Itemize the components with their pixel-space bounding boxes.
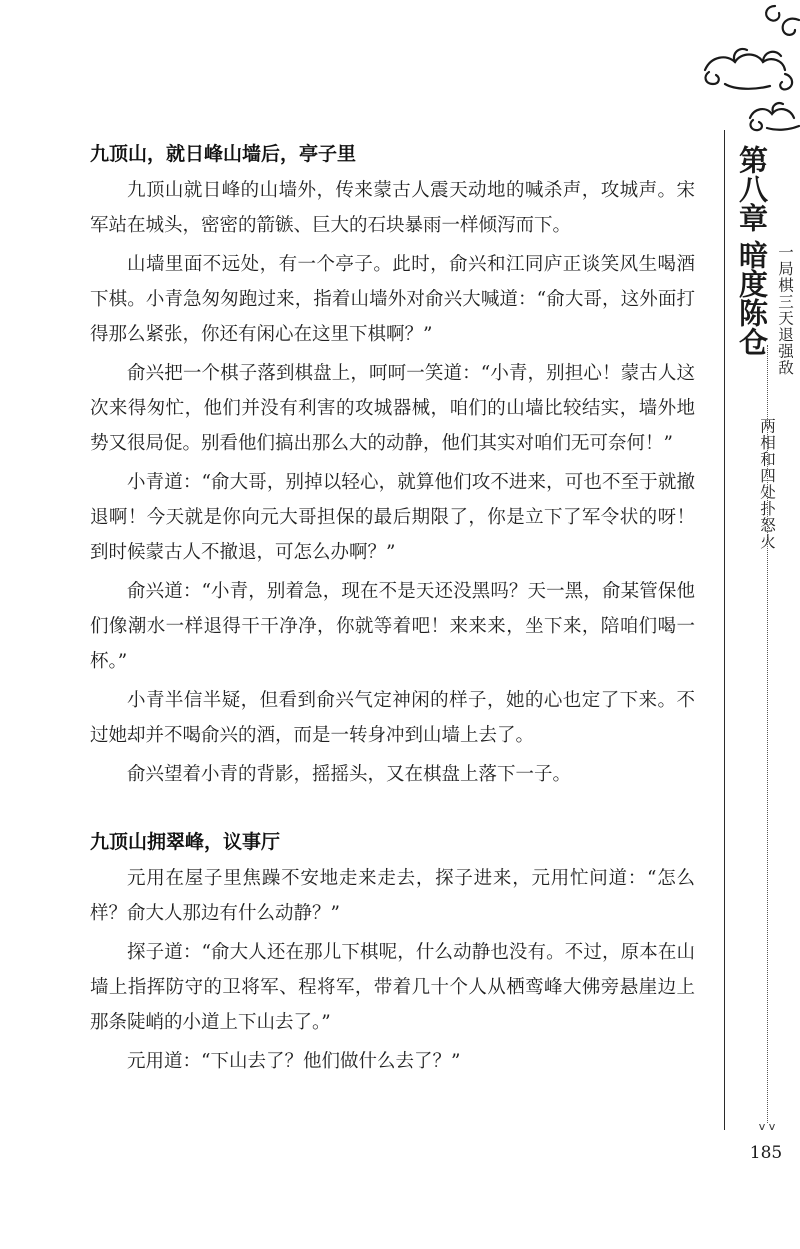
dotted-rule (767, 345, 768, 1123)
paragraph: 元用在屋子里焦躁不安地走来走去，探子进来，元用忙问道：“怎么样？俞大人那边有什么动静？” (90, 868, 695, 924)
chevron-down-icon: v v (758, 1120, 776, 1133)
chapter-title: 暗度陈仓 (735, 240, 769, 356)
page-number: 185 (749, 1143, 783, 1163)
section-heading: 九顶山，就日峰山墙后，亭子里 (90, 143, 357, 165)
chapter-number: 第八章 (735, 145, 769, 232)
paragraph: 俞兴把一个棋子落到棋盘上，呵呵一笑道：“小青，别担心！蒙古人这次来得匆忙，他们并没有利害的攻城器械，咱们的山墙比较结实，墙外地势又很局促。别看他们搞出那么大的动静，他们其实对咱们无可奈何！” (90, 363, 695, 454)
chapter-subtitle-line-2: 两相和四处扑怒火 (758, 418, 776, 550)
chapter-subtitle-line-1: 一局棋三天退强敌 (776, 244, 794, 376)
paragraph: 探子道：“俞大人还在那儿下棋呢，什么动静也没有。不过，原本在山墙上指挥防守的卫将军、程将军，带着几十个人从栖鸾峰大佛旁悬崖边上那条陡峭的小道上下山去了。” (90, 942, 695, 1033)
paragraph: 山墙里面不远处，有一个亭子。此时，俞兴和江同庐正谈笑风生喝酒下棋。小青急匆匆跑过来，指着山墙外对俞兴大喊道：“俞大哥，这外面打得那么紧张，你还有闲心在这里下棋啊？” (90, 254, 695, 345)
paragraph: 九顶山就日峰的山墙外，传来蒙古人震天动地的喊杀声，攻城声。宋军站在城头，密密的箭镞、巨大的石块暴雨一样倾泻而下。 (90, 180, 695, 236)
body-text (90, 140, 695, 1083)
cloud-ornament-icon (695, 0, 800, 135)
paragraph: 小青道：“俞大哥，别掉以轻心，就算他们攻不进来，可也不至于就撤退啊！今天就是你向元大哥担保的最后期限了，你是立下了军令状的呀！到时候蒙古人不撤退，可怎么办啊？” (90, 472, 695, 563)
paragraph: 元用道：“下山去了？他们做什么去了？” (127, 1051, 461, 1072)
paragraph: 俞兴道：“小青，别着急，现在不是天还没黑吗？天一黑，俞某管保他们像潮水一样退得干干净净，你就等着吧！来来来，坐下来，陪咱们喝一杯。” (90, 581, 695, 672)
paragraph: 俞兴望着小青的背影，摇摇头，又在棋盘上落下一子。 (127, 764, 572, 785)
sidebar-rule (724, 130, 725, 1130)
section-heading: 九顶山拥翠峰，议事厅 (90, 831, 281, 853)
paragraph: 小青半信半疑，但看到俞兴气定神闲的样子，她的心也定了下来。不过她却并不喝俞兴的酒，而是一转身冲到山墙上去了。 (90, 690, 695, 746)
